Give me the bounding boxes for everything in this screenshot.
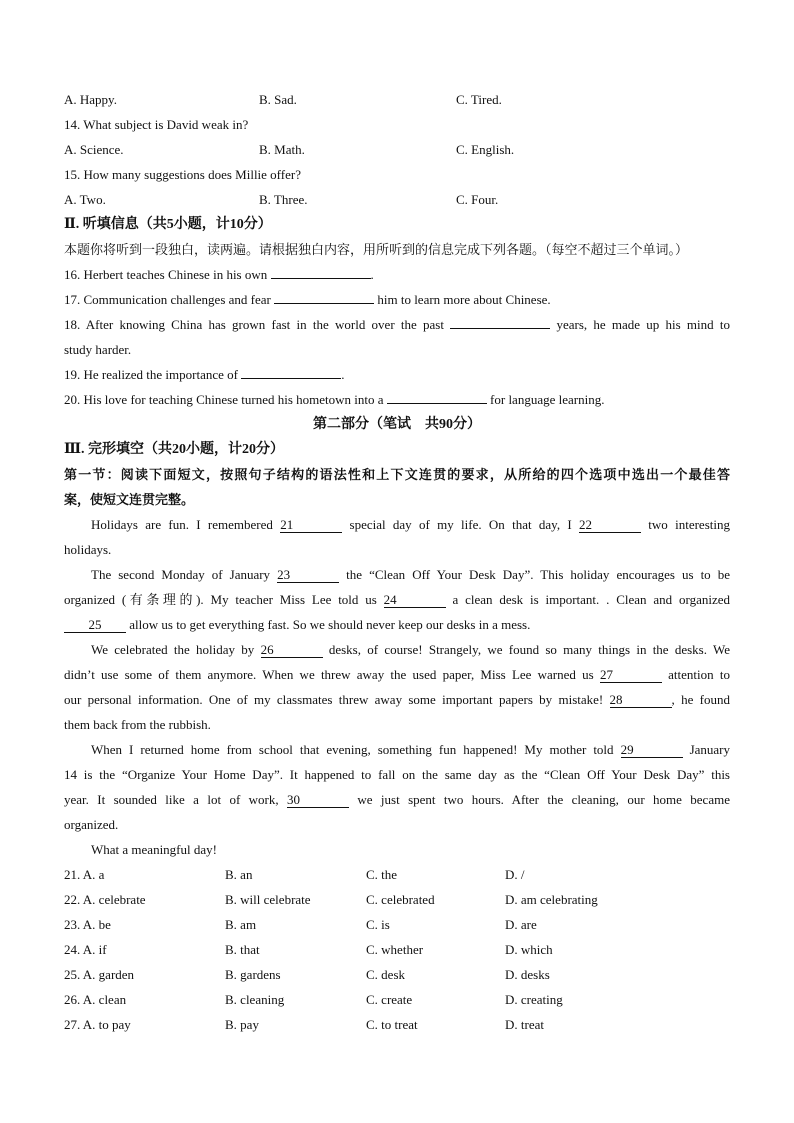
section2-instruction: 本题你将听到一段独白，读两遍。请根据独白内容，用所听到的信息完成下列各题。（每空不超过三个单词。）: [64, 242, 689, 257]
section2-heading: Ⅱ. 听填信息（共5小题，计10分）: [64, 217, 272, 232]
q14-question: 14. What subject is David weak in?: [64, 117, 249, 132]
option: B. will celebrate: [225, 892, 311, 907]
text-segment: him to learn more about Chinese.: [374, 292, 551, 307]
q13-options: [64, 87, 730, 112]
passage-paragraph-line: [64, 787, 730, 812]
answer-blank: 26: [261, 642, 323, 658]
passage-paragraph-line: [64, 712, 730, 737]
option: D. am celebrating: [505, 892, 598, 907]
text-segment: .: [341, 367, 345, 382]
option: C. is: [366, 917, 390, 932]
text-segment: Holidays are fun. I remembered: [91, 517, 281, 532]
q14-options: [64, 137, 730, 162]
cloze-options-row: [64, 987, 730, 1012]
option: C. whether: [366, 942, 424, 957]
answer-blank: 21: [280, 517, 342, 533]
answer-blank: 23: [277, 567, 339, 583]
answer-blank: 30: [287, 792, 349, 808]
option: 25. A. garden: [64, 967, 135, 982]
text-segment: study harder.: [64, 342, 132, 357]
q15-options: [64, 187, 730, 212]
passage-paragraph-line: [64, 687, 730, 712]
option: C. create: [366, 992, 413, 1007]
text-segment: years, he made up his mind to: [550, 317, 730, 332]
answer-blank: 28: [610, 692, 672, 708]
option: D. which: [505, 942, 553, 957]
cloze-options-row: [64, 1012, 730, 1037]
text-segment: two interesting: [641, 517, 730, 532]
text-segment: special day of my life. On that day, I: [342, 517, 579, 532]
answer-blank: [271, 263, 371, 279]
text-segment: organized (有条理的). My teacher Miss Lee told us: [64, 592, 384, 607]
text-segment: we just spent two hours. After the cleaning, our home became: [349, 792, 730, 807]
option: C. to treat: [366, 1017, 418, 1032]
option: 21. A. a: [64, 867, 105, 882]
option: D. are: [505, 917, 537, 932]
fill-item-line: [64, 262, 730, 287]
fill-item-line: [64, 312, 730, 337]
option: B. Sad.: [259, 92, 297, 107]
option: B. that: [225, 942, 260, 957]
option: C. celebrated: [366, 892, 435, 907]
option: D. desks: [505, 967, 550, 982]
text-segment: , he found: [671, 692, 730, 707]
text-segment: The second Monday of January: [91, 567, 278, 582]
answer-blank: [387, 388, 487, 404]
option: D. creating: [505, 992, 563, 1007]
text-segment: year. It sounded like a lot of work,: [64, 792, 287, 807]
cloze-options-row: [64, 937, 730, 962]
text-segment: 17. Communication challenges and fear: [64, 292, 275, 307]
passage-paragraph-line: [64, 812, 730, 837]
option: A. Science.: [64, 142, 124, 157]
part2-title: 第二部分（笔试 共90分）: [313, 417, 481, 432]
cloze-options-row: [64, 962, 730, 987]
passage-paragraph-line: [64, 562, 730, 587]
text-segment: 18. After knowing China has grown fast in the world over the past: [64, 317, 451, 332]
fill-item-line: [64, 362, 730, 387]
text-segment: When I returned home from school that evening, something fun happened! My mother told: [91, 742, 621, 757]
option: C. Four.: [456, 192, 499, 207]
cloze-options-row: [64, 862, 730, 887]
option: 24. A. if: [64, 942, 107, 957]
q15-question: 15. How many suggestions does Millie offer?: [64, 167, 301, 182]
exam-page: [64, 87, 730, 1037]
passage-paragraph-line: [64, 737, 730, 762]
section3-heading: Ⅲ. 完形填空（共20小题，计20分）: [64, 442, 285, 457]
section3-instruction: 第一节：阅读下面短文，按照句子结构的语法性和上下文连贯的要求，从所给的四个选项中选出一个最佳答: [64, 467, 730, 482]
text-segment: 19. He realized the importance of: [64, 367, 242, 382]
passage-paragraph-line: [64, 637, 730, 662]
text-segment: holidays.: [64, 542, 112, 557]
text-segment: desks, of course! Strangely, we found so many things in the desks. We: [322, 642, 730, 657]
option: 26. A. clean: [64, 992, 127, 1007]
option: B. an: [225, 867, 253, 882]
text-segment: our personal information. One of my classmates threw away some important papers by mistake!: [64, 692, 610, 707]
answer-blank: [241, 363, 341, 379]
option: B. cleaning: [225, 992, 285, 1007]
passage-paragraph-line: [64, 612, 730, 637]
text-segment: didn’t use some of them anymore. When we threw away the used paper, Miss Lee warned us: [64, 667, 600, 682]
option: B. gardens: [225, 967, 281, 982]
answer-blank: 24: [384, 592, 446, 608]
option: A. Happy.: [64, 92, 117, 107]
text-segment: the “Clean Off Your Desk Day”. This holiday encourages us to be: [339, 567, 730, 582]
answer-blank: 25: [64, 617, 126, 633]
answer-blank: 22: [579, 517, 641, 533]
answer-blank: [274, 288, 374, 304]
passage-paragraph-line: [64, 587, 730, 612]
fill-item-line: [64, 337, 730, 362]
text-segment: a clean desk is important. . Clean and organized: [445, 592, 730, 607]
text-segment: allow us to get everything fast. So we should never keep our desks in a mess.: [126, 617, 531, 632]
text-segment: We celebrated the holiday by: [91, 642, 261, 657]
cloze-options-row: [64, 887, 730, 912]
text-segment: 14 is the “Organize Your Home Day”. It happened to fall on the same day as the “Clean Off Your Desk Day” this: [64, 767, 730, 782]
option: C. the: [366, 867, 398, 882]
text-segment: for language learning.: [486, 392, 605, 407]
option: D. treat: [505, 1017, 544, 1032]
passage-paragraph-line: [64, 512, 730, 537]
option: 22. A. celebrate: [64, 892, 146, 907]
option: B. pay: [225, 1017, 259, 1032]
text-segment: organized.: [64, 817, 119, 832]
option: B. Math.: [259, 142, 305, 157]
option: 23. A. be: [64, 917, 111, 932]
passage-paragraph-line: [64, 537, 730, 562]
option: C. desk: [366, 967, 405, 982]
option: C. Tired.: [456, 92, 502, 107]
text-segment: 16. Herbert teaches Chinese in his own: [64, 267, 271, 282]
fill-item-line: [64, 287, 730, 312]
fill-item-line: [64, 387, 730, 412]
text-segment: January: [682, 742, 730, 757]
answer-blank: [450, 313, 550, 329]
text-segment: What a meaningful day!: [91, 842, 217, 857]
text-segment: .: [370, 267, 374, 282]
option: A. Two.: [64, 192, 106, 207]
answer-blank: 29: [621, 742, 683, 758]
answer-blank: 27: [600, 667, 662, 683]
passage-paragraph-line: [64, 837, 730, 862]
option: C. English.: [456, 142, 515, 157]
cloze-options-row: [64, 912, 730, 937]
option: B. am: [225, 917, 257, 932]
option: D. /: [505, 867, 525, 882]
text-segment: 20. His love for teaching Chinese turned his hometown into a: [64, 392, 387, 407]
option: 27. A. to pay: [64, 1017, 131, 1032]
text-segment: attention to: [661, 667, 730, 682]
section3-instruction: 案，使短文连贯完整。: [64, 492, 195, 507]
text-segment: them back from the rubbish.: [64, 717, 211, 732]
passage-paragraph-line: [64, 662, 730, 687]
option: B. Three.: [259, 192, 308, 207]
passage-paragraph-line: [64, 762, 730, 787]
